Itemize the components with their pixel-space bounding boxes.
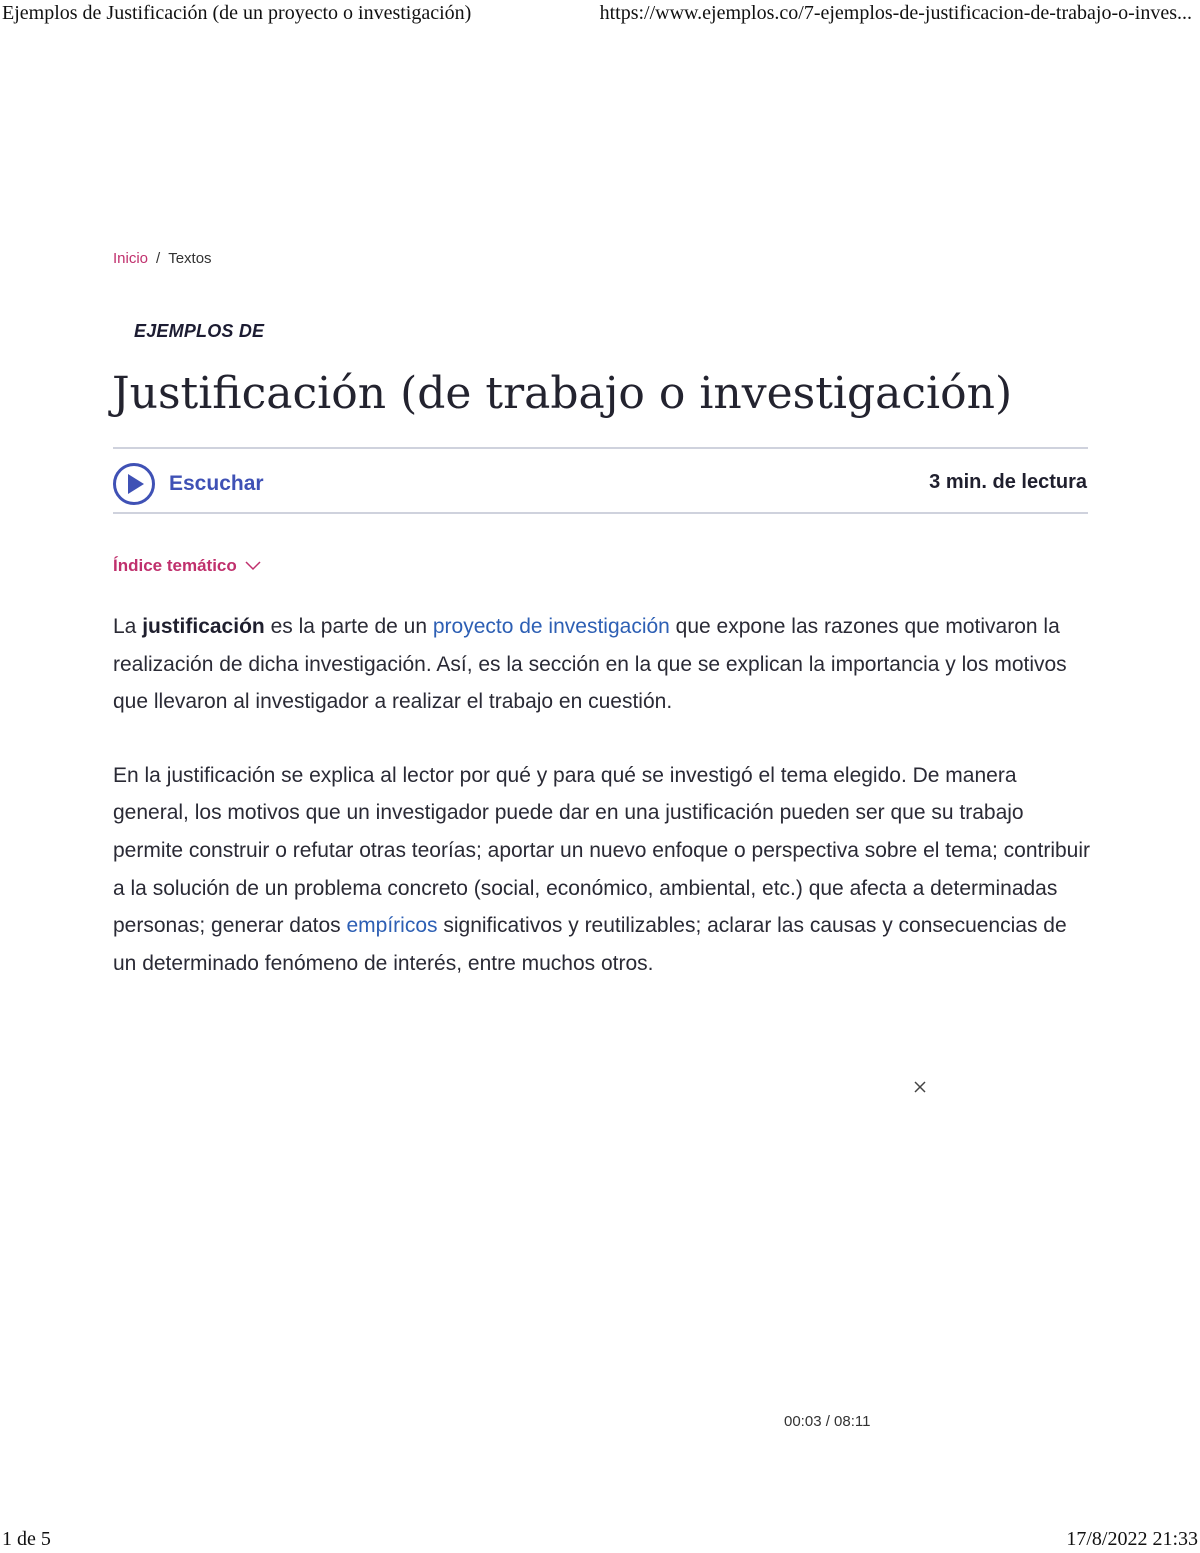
breadcrumb-separator: /	[156, 250, 161, 267]
divider-bottom	[113, 512, 1088, 514]
breadcrumb-current: Textos	[168, 250, 212, 267]
listen-button[interactable]	[112, 462, 264, 506]
listen-label: Escuchar	[169, 472, 264, 495]
page-title: Justificación (de trabajo o investigación)	[112, 368, 1013, 419]
p1-text-start: La	[113, 615, 143, 638]
chevron-down-icon	[245, 560, 261, 572]
print-page-title: Ejemplos de Justificación (de un proyecto o investigación)	[2, 2, 472, 24]
print-page-number: 1 de 5	[2, 1528, 51, 1550]
read-time: 3 min. de lectura	[929, 471, 1087, 493]
breadcrumb-home-link[interactable]: Inicio	[113, 250, 149, 267]
divider-top	[113, 447, 1088, 449]
print-header	[0, 2, 1200, 28]
toc-label: Índice temático	[113, 556, 237, 575]
toc-toggle[interactable]	[113, 556, 261, 576]
play-icon	[112, 462, 156, 506]
print-footer	[0, 1528, 1200, 1552]
player-time: 00:03 / 08:11	[784, 1413, 871, 1430]
breadcrumb	[113, 250, 212, 267]
paragraph-motives	[113, 757, 1093, 983]
link-proyecto-de-investigacion[interactable]: proyecto de investigación	[432, 615, 670, 638]
p1-text-middle: es la parte de un	[264, 615, 433, 638]
print-page-url: https://www.ejemplos.co/7-ejemplos-de-justificacion-de-trabajo-o-inves...	[599, 2, 1192, 24]
close-icon[interactable]	[909, 1076, 931, 1098]
print-datetime: 17/8/2022 21:33	[1066, 1528, 1198, 1550]
p2-text-start: En la justificación se explica al lector por qué y para qué se investigó el tema elegido. De manera general, los motivos que un investigador puede dar en una justificación pueden ser que su trabajo permite construir o refutar otras teorías; aportar un nuevo enfoque o perspectiva sobre el tema; contribuir a la solución de un problema concreto (social, económico, ambiental, etc.) que afecta a determinadas personas; generar datos	[113, 763, 1091, 938]
p1-keyword: justificación	[142, 615, 265, 638]
article-kicker: EJEMPLOS DE	[134, 321, 265, 341]
paragraph-definition	[113, 608, 1093, 721]
p1-text-end: que expone las razones que motivaron la realización de dicha investigación. Así, es la sección en la que se explican la importancia y los motivos que llevaron al investigador a realizar el trabajo en cuestión.	[113, 615, 1067, 714]
article-body	[113, 608, 1093, 1018]
p2-text-end: significativos y reutilizables; aclarar las causas y consecuencias de un determinado fenómeno de interés, entre muchos otros.	[113, 914, 1067, 975]
link-empiricos[interactable]: empíricos	[346, 914, 438, 938]
